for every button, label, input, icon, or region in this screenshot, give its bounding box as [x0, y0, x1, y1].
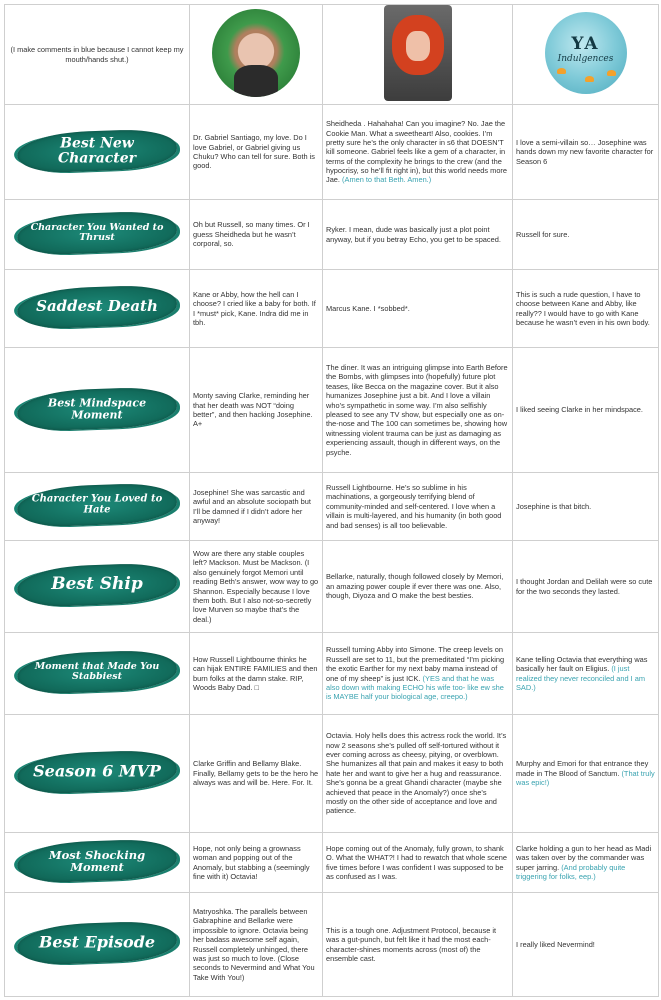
table-row	[5, 893, 659, 997]
answer-cell: Wow are there any stable couples left? Mackson. Must be Mackson. (I also genuinely forgot Memori until reading Beth’s answer, wow way to go Shannon. Especially because I love them both. But I also not-so-secretly love Murven so maybe that’s the deal.)	[190, 541, 323, 633]
intro-note: (I make comments in blue because I cannot keep my mouth/hands shut.)	[5, 5, 190, 105]
category-banner	[16, 483, 177, 529]
answer-cell: The diner. It was an intriguing glimpse into Earth Before the Bombs, with glimpses into (hopefully) future plot teases, like Becca on the magazine cover. But it also humanizes Josephine just a bit. And I love a villain who’s sympathetic in some way. I’m also selfishly pleased to see any TV show, but especially one as on-the-nose and The 100 can sometimes be, showing how witnessing violent trauma can be just as damaging as experiencing assault, though in different ways, on the psyche.	[323, 348, 513, 473]
answer-cell: Clarke holding a gun to her head as Madi was taken over by the commander was super jarring. (And probably quite triggering for folks, eep.)	[513, 833, 659, 893]
answer-cell: This is such a rude question, I have to choose between Kane and Abby, like really?? I would have to go with Kane because he wasn’t even in his own body.	[513, 270, 659, 348]
answer-cell: Russell for sure.	[513, 200, 659, 270]
category-banner	[16, 563, 177, 609]
category-banner	[16, 921, 177, 967]
ya-indulgences-logo: YA Indulgences	[545, 12, 627, 94]
answer-cell: Hope coming out of the Anomaly, fully grown, to shank O. What the WHAT?! I had to rewatch that whole scene five times before I was confident I was supposed to be as confused as I was.	[323, 833, 513, 893]
table-row	[5, 200, 659, 270]
answer-cell: Russell turning Abby into Simone. The creep levels on Russell are set to 11, but the premeditated “I’m picking the exotic Earther for my next baby mama instead of one of my sheep” is just ICK. (YES and that he was also down with making ECHO his wife too- like ew she is MAYBE half your biological age, creepo.)	[323, 633, 513, 715]
category-label: Best Ship	[51, 574, 143, 595]
answer-cell: Russell Lightbourne. He’s so sublime in his machinations, a gorgeously terrifying blend of community-minded and self-centered. I love when a villain is multi-layered, and his humanity (in both good and bad senses) is all too believable.	[323, 473, 513, 541]
table-row	[5, 833, 659, 893]
answer-cell: Bellarke, naturally, though followed closely by Memori, an amazing power couple if ever there was one. Also, though, Diyoza and O make the best besties.	[323, 541, 513, 633]
butterfly-icon	[557, 68, 566, 74]
reviewer-2-avatar	[384, 5, 452, 101]
header-row	[5, 5, 659, 105]
category-label: Moment that Made You Stabbiest	[34, 661, 160, 683]
reviewer-1-avatar	[212, 9, 300, 97]
answer-cell: I love a semi-villain so… Josephine was hands down my new favorite character for Season 6	[513, 105, 659, 200]
category-label: Best Mindspace Moment	[47, 396, 147, 421]
answer-cell: Kane telling Octavia that everything was basically her fault on Eligius. (I just realized they never reconciled and I am SAD.)	[513, 633, 659, 715]
category-banner	[16, 839, 177, 885]
category-label: Character You Wanted to Thrust	[30, 222, 164, 244]
answer-cell: Sheidheda . Hahahaha! Can you imagine? No. Jae the Cookie Man. What a sweetheart! Also, cookies. I’m pretty sure he’s the only character in s6 that DOESN’T kill someone. Gabriel feels like a gem of a character, in terms of the complexity he brings to the crew (and the hypocrisy, so he’ll fit right in), but this world needs more Jae. (Amen to that Beth. Amen.)	[323, 105, 513, 200]
answer-cell: This is a tough one. Adjustment Protocol, because it was a gut-punch, but felt like it had the most each-character-shines moments across (most of) the ensemble cast.	[323, 893, 513, 997]
answer-cell: Oh but Russell, so many times. Or I guess Sheidheda but he wasn’t corporal, so.	[190, 200, 323, 270]
table-row	[5, 541, 659, 633]
answer-cell: Marcus Kane. I *sobbed*.	[323, 270, 513, 348]
table-row	[5, 633, 659, 715]
category-banner	[16, 386, 177, 432]
answer-cell: Octavia. Holy hells does this actress rock the world. It’s now 2 seasons she’s pulled off self-tortured without it ever coming across as cheesy, pitying, or overblown. She humanizes all that pain and makes it easy to both hate her and want to give her a hug and reassurance. She’s gonna be a great Ghandi character (maybe she achieved that peace in the Anomaly?) once she’s mostly on the other side of acceptance and love and patience.	[323, 715, 513, 833]
answer-cell: Clarke Griffin and Bellamy Blake. Finally, Bellamy gets to be the hero he always was and will be. Here. For. It.	[190, 715, 323, 833]
category-label: Most Shocking Moment	[48, 848, 146, 875]
answer-cell: Hope, not only being a grownass woman and popping out of the Anomaly, but stabbing a (seemingly fine with it) Octavia!	[190, 833, 323, 893]
category-banner	[16, 211, 177, 257]
comparison-table	[4, 4, 659, 997]
answer-cell: I liked seeing Clarke in her mindspace.	[513, 348, 659, 473]
category-banner	[16, 750, 177, 796]
category-label: Best Episode	[38, 932, 156, 952]
answer-cell: I thought Jordan and Delilah were so cute for the two seconds they lasted.	[513, 541, 659, 633]
answer-cell: Matryoshka. The parallels between Gabraphine and Bellarke were impossible to ignore. Octavia being her badass awesome self again, Russell completely unhinged, there was just so much to love. (Close seconds to Nevermind and What You Take With You!)	[190, 893, 323, 997]
table-row	[5, 473, 659, 541]
table-row	[5, 348, 659, 473]
answer-cell: Josephine! She was sarcastic and awful and an absolute sociopath but I’ll be damned if I didn’t adore her anyway!	[190, 473, 323, 541]
table-row	[5, 105, 659, 200]
answer-cell: Murphy and Emori for that entrance they made in The Blood of Sanctum. (That truly was epic!)	[513, 715, 659, 833]
category-label: Saddest Death	[36, 297, 158, 316]
answer-cell: Ryker. I mean, dude was basically just a plot point anyway, but if you betray Echo, you get to be spaced.	[323, 200, 513, 270]
table-row	[5, 270, 659, 348]
answer-cell: Kane or Abby, how the hell can I choose? I cried like a baby for both. If I *must* pick, Kane. Indra did me in tbh.	[190, 270, 323, 348]
category-banner	[16, 650, 177, 696]
category-label: Character You Loved to Hate	[31, 493, 163, 516]
answer-cell: Dr. Gabriel Santiago, my love. Do I love Gabriel, or Gabriel giving us Chuku? Who can tell for sure. Both is good.	[190, 105, 323, 200]
butterfly-icon	[607, 70, 616, 76]
answer-cell: I really liked Nevermind!	[513, 893, 659, 997]
category-label: Season 6 MVP	[33, 761, 161, 781]
category-banner	[16, 285, 177, 331]
butterfly-icon	[585, 76, 594, 82]
category-banner	[16, 128, 177, 174]
table-row	[5, 715, 659, 833]
answer-cell: How Russell Lightbourne thinks he can hijak ENTIRE FAMILIES and then burn folks at the damn stake. RIP, Woods Baby Dad. □	[190, 633, 323, 715]
category-label: Best New Character	[57, 135, 137, 166]
answer-cell: Josephine is that bitch.	[513, 473, 659, 541]
answer-cell: Monty saving Clarke, reminding her that her death was NOT “doing better”, and then hacking Josephine. A+	[190, 348, 323, 473]
